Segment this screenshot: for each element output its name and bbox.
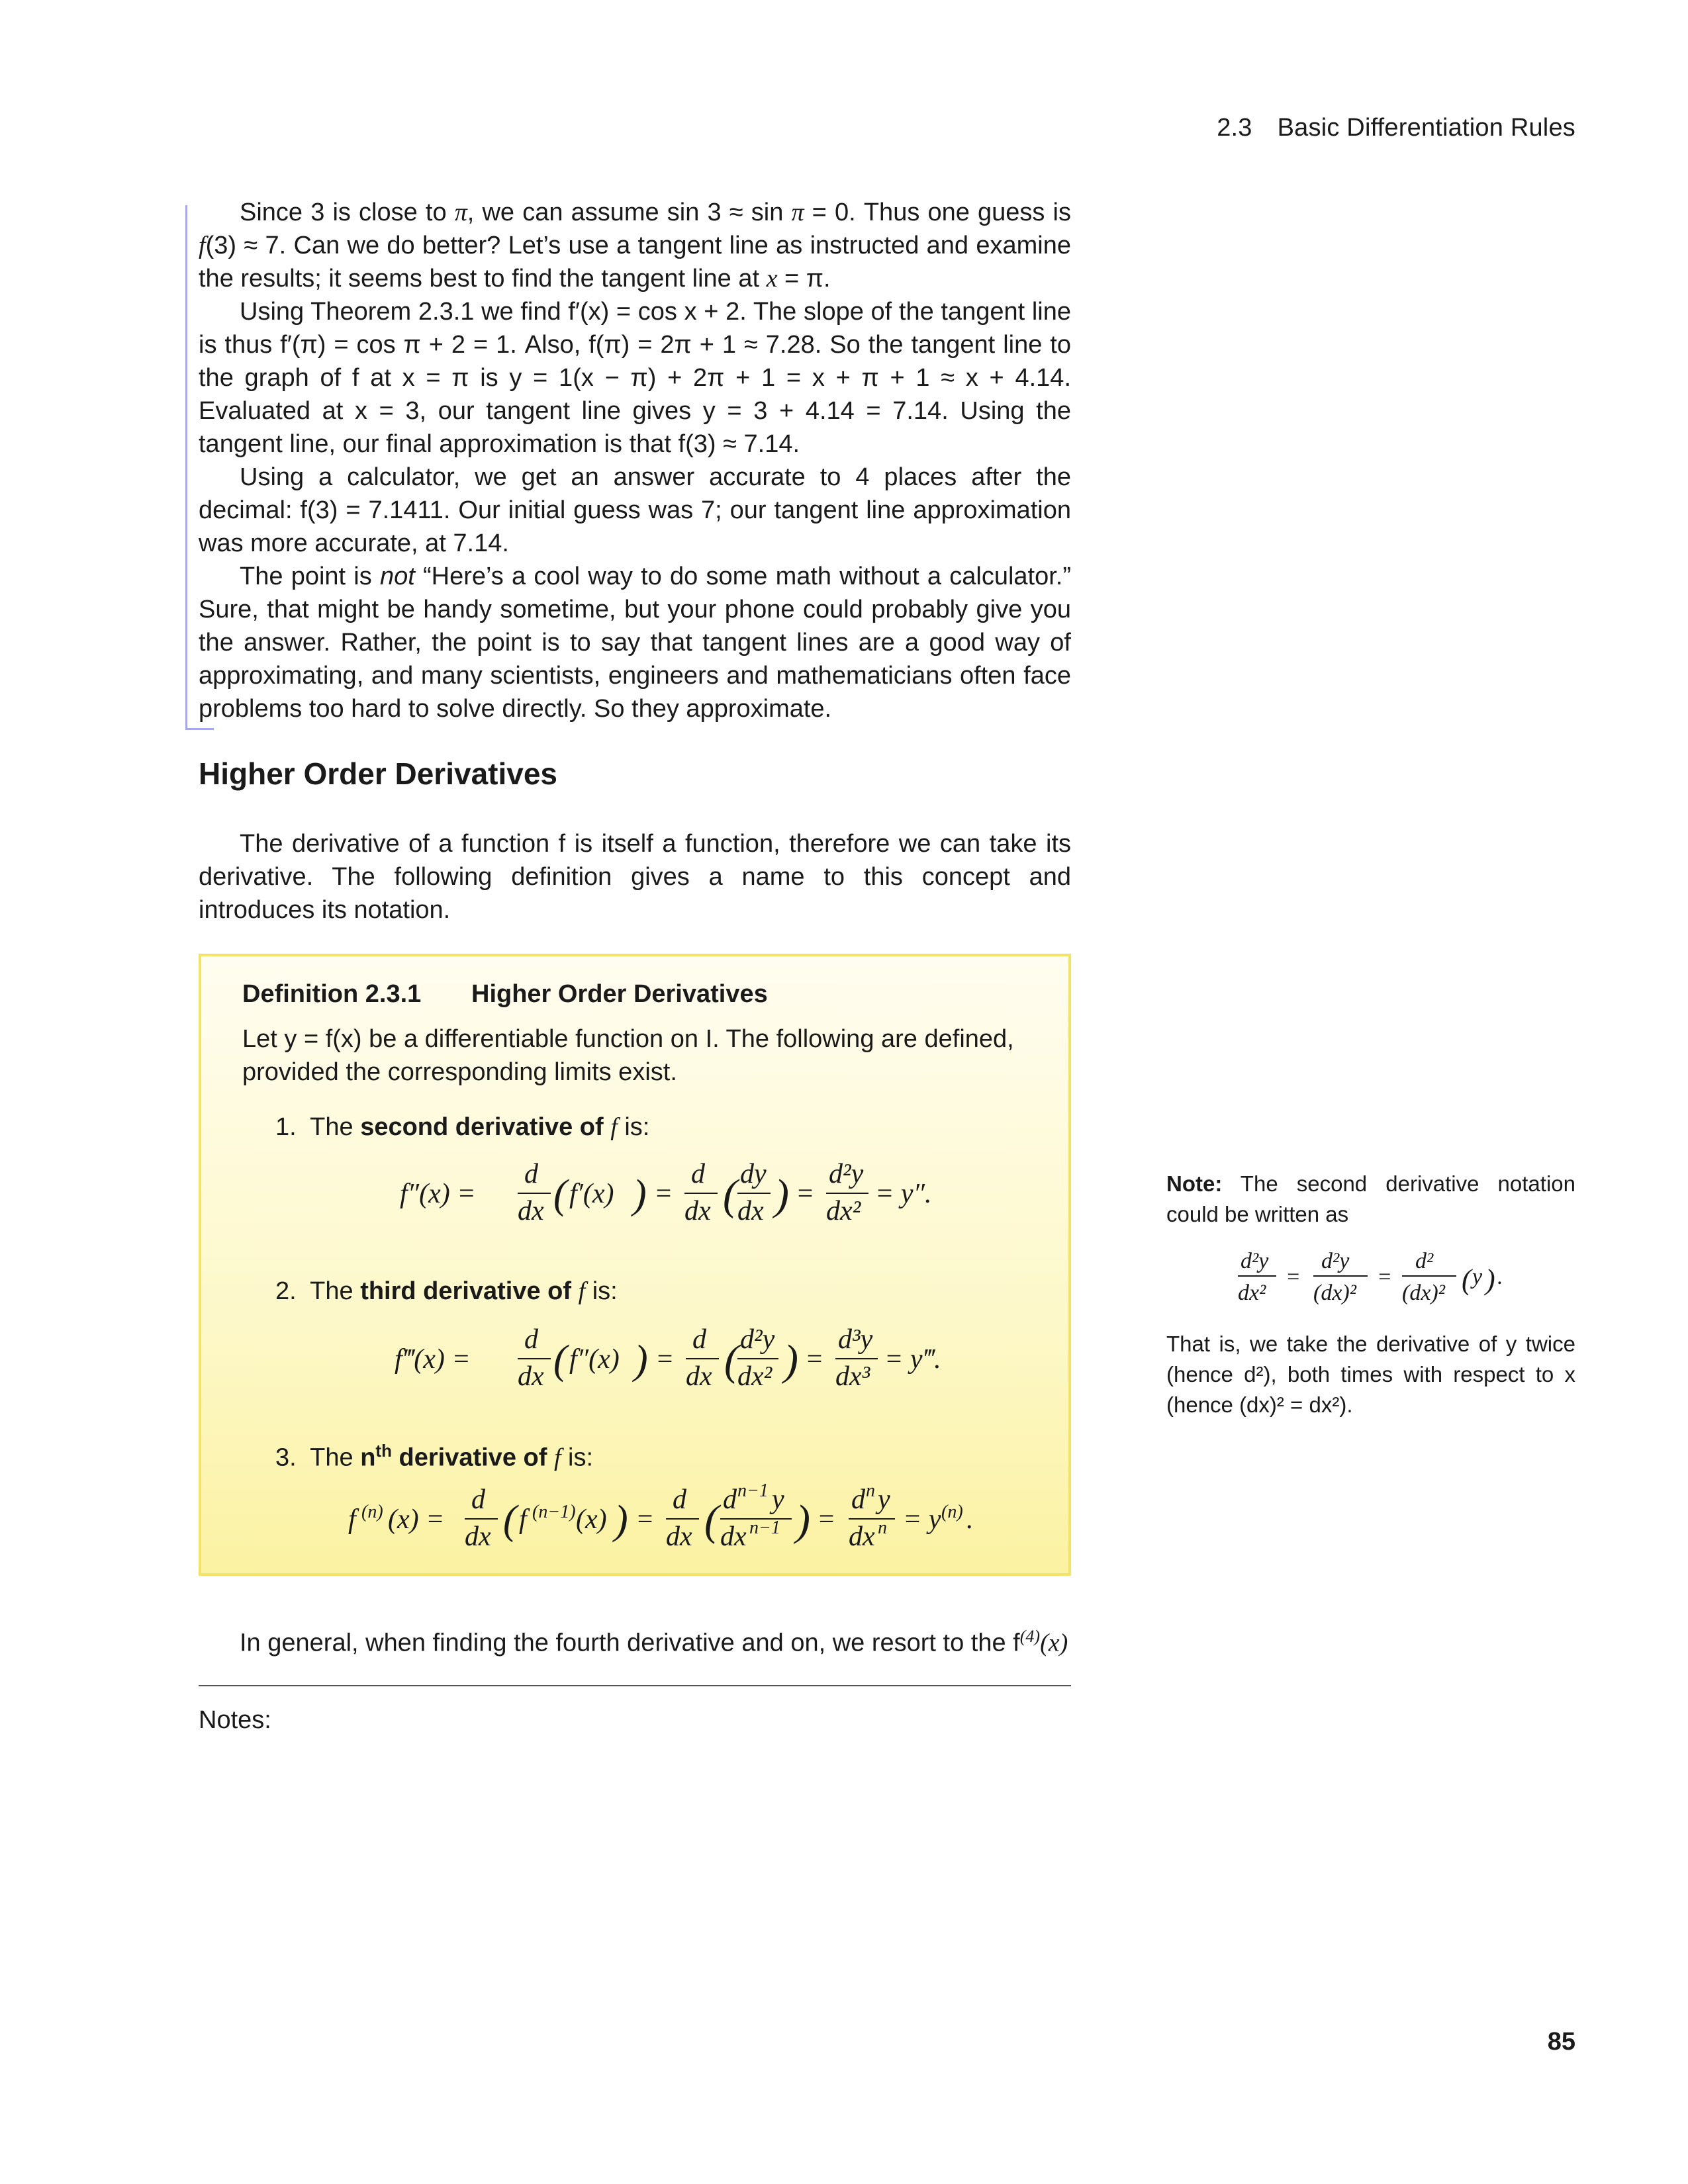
- svg-text:(: (: [553, 1172, 567, 1217]
- svg-text:=: =: [655, 1344, 675, 1375]
- svg-text:f: f: [348, 1504, 356, 1535]
- svg-text:(: (: [503, 1498, 517, 1543]
- svg-text:d: d: [691, 1159, 705, 1189]
- margin-note: [1166, 1169, 1575, 1420]
- definition-item-1: 1. The second derivative of f is:: [275, 1113, 650, 1141]
- after-definition-paragraph: In general, when finding the fourth derivative and on, we resort to the $f^{(4)}(x)$: [240, 1627, 1068, 1657]
- svg-text:= y″.: = y″.: [875, 1179, 932, 1209]
- svg-text:d²y: d²y: [1321, 1249, 1350, 1273]
- definition-box: [199, 954, 1071, 1576]
- svg-text:): ): [784, 1336, 798, 1385]
- svg-text:d: d: [692, 1324, 706, 1355]
- svg-text:n: n: [866, 1480, 875, 1501]
- svg-text:dx: dx: [666, 1522, 692, 1552]
- svg-text:d²y: d²y: [1241, 1249, 1269, 1273]
- definition-label: Definition 2.3.1: [242, 980, 422, 1008]
- svg-text:(x): (x): [576, 1504, 607, 1535]
- svg-text:d: d: [524, 1324, 538, 1355]
- svg-text:y: y: [878, 1484, 890, 1515]
- svg-text:(: (: [723, 1171, 737, 1219]
- running-head: [1217, 114, 1575, 142]
- margin-note-intro: Note: The second derivative notation could be written as: [1166, 1171, 1575, 1226]
- svg-text:(dx)²: (dx)²: [1402, 1281, 1445, 1305]
- svg-text:dx: dx: [465, 1522, 491, 1552]
- example-paragraph-3: Using a calculator, we get an answer accurate to 4 places after the decimal: f(3) = 7.1411. Our initial guess was 7; our tangent line approximation was more accurate, at 7.14.: [199, 463, 1071, 557]
- section-title: Basic Differentiation Rules: [1277, 114, 1575, 142]
- definition-title: Higher Order Derivatives: [471, 980, 768, 1008]
- svg-text:dx: dx: [849, 1522, 875, 1552]
- svg-text:n−1: n−1: [749, 1518, 780, 1538]
- page-number: 85: [1547, 2028, 1575, 2056]
- svg-text:d²y: d²y: [740, 1324, 775, 1355]
- example-paragraph-1: Since 3 is close to π, we can assume sin 3 ≈ sin π = 0. Thus one guess is f(3) ≈ 7. Can we do better? Let’s use a tangent line as instructed and examine the results; it seems best to find the tangent line at x = π.: [199, 199, 1071, 293]
- section-heading: Higher Order Derivatives: [199, 756, 558, 791]
- svg-text:dx: dx: [518, 1361, 544, 1392]
- definition-item-2: 2. The third derivative of f is:: [275, 1277, 618, 1305]
- svg-text:y: y: [772, 1484, 784, 1515]
- svg-text:dx³: dx³: [835, 1361, 870, 1392]
- svg-text:y: y: [1472, 1265, 1483, 1289]
- svg-text:dx: dx: [737, 1196, 764, 1226]
- svg-text:.: .: [966, 1504, 974, 1535]
- svg-text:): ): [774, 1171, 789, 1219]
- section-number: 2.3: [1217, 114, 1252, 142]
- svg-text:=: =: [654, 1179, 673, 1209]
- svg-text:f′(x): f′(x): [569, 1179, 614, 1209]
- svg-text:(dx)²: (dx)²: [1313, 1281, 1356, 1305]
- svg-text:d²: d²: [1415, 1249, 1434, 1273]
- svg-text:(: (: [704, 1496, 719, 1545]
- svg-text:=: =: [817, 1504, 836, 1535]
- svg-text:= y‴.: = y‴.: [884, 1344, 941, 1375]
- svg-text:d: d: [471, 1484, 485, 1515]
- svg-text:n−1: n−1: [737, 1480, 769, 1501]
- example-body: [199, 196, 1071, 725]
- svg-text:(: (: [724, 1336, 739, 1385]
- nth-derivative-equation: [348, 1480, 984, 1567]
- svg-text:f: f: [519, 1504, 527, 1535]
- notes-rule: [199, 1685, 1071, 1686]
- svg-text:=: =: [635, 1504, 655, 1535]
- svg-text:dx: dx: [720, 1522, 747, 1552]
- margin-note-explanation: That is, we take the derivative of y twice (hence d²), both times with respect to x (hence (dx)² = dx²).: [1166, 1332, 1575, 1417]
- example-paragraph-2: Using Theorem 2.3.1 we find f′(x) = cos x + 2. The slope of the tangent line is thus f′(π) = cos π + 2 = 1. Also, f(π) = 2π + 1 ≈ 7.28. So the tangent line to the graph of f at x = π is y = 1(x − π) + 2π + 1 = x + π + 1 ≈ x + 4.14. Evaluated at x = 3, our tangent line gives y = 3 + 4.14 = 7.14. Using the tangent line, our final approximation is that f(3) ≈ 7.14.: [199, 298, 1071, 458]
- svg-text:.: .: [1497, 1265, 1503, 1289]
- svg-text:d: d: [851, 1484, 865, 1515]
- svg-text:=: =: [1377, 1265, 1392, 1289]
- svg-text:d: d: [723, 1484, 737, 1515]
- svg-text:dy: dy: [740, 1159, 767, 1189]
- svg-text:d: d: [673, 1484, 686, 1515]
- svg-text:): ): [614, 1498, 628, 1543]
- svg-text:(: (: [553, 1338, 567, 1383]
- svg-text:d³y: d³y: [838, 1324, 873, 1355]
- svg-text:=: =: [796, 1179, 815, 1209]
- svg-text:dx: dx: [686, 1361, 712, 1392]
- svg-text:(n): (n): [941, 1502, 963, 1522]
- svg-text:): ): [633, 1172, 647, 1217]
- svg-text:f″(x): f″(x): [569, 1344, 620, 1375]
- section-intro: The derivative of a function f is itself a function, therefore we can take its derivative. The following definition gives a name to this concept and introduces its notation.: [199, 830, 1071, 924]
- definition-heading: [242, 980, 768, 1009]
- svg-text:dx²: dx²: [826, 1196, 861, 1226]
- svg-text:): ): [796, 1496, 810, 1545]
- second-derivative-equation: [400, 1155, 932, 1234]
- svg-text:f‴(x) =: f‴(x) =: [395, 1344, 471, 1375]
- example-paragraph-4: The point is not “Here’s a cool way to do some math without a calculator.” Sure, that might be handy sometime, but your phone could probably give you the answer. Rather, the point is to say that tangent lines are a good way of approximating, and many scientists, engineers and mathematicians often face problems too hard to solve directly. So they approximate.: [199, 563, 1071, 723]
- svg-text:= y: = y: [903, 1504, 941, 1535]
- svg-text:n: n: [878, 1518, 887, 1538]
- svg-text:=: =: [1286, 1265, 1301, 1289]
- svg-text:dx: dx: [684, 1196, 711, 1226]
- svg-text:dx: dx: [518, 1196, 544, 1226]
- definition-item-3: 3. The $n^{th}$ derivative of f is:: [275, 1441, 594, 1472]
- svg-text:(n−1): (n−1): [532, 1502, 576, 1522]
- svg-text:d: d: [524, 1159, 538, 1189]
- svg-text:=: =: [805, 1344, 824, 1375]
- svg-text:(n): (n): [361, 1502, 383, 1522]
- svg-text:dx²: dx²: [737, 1361, 773, 1392]
- notes-label: Notes:: [199, 1706, 271, 1734]
- svg-text:dx²: dx²: [1238, 1281, 1266, 1305]
- margin-note-equation: [1166, 1242, 1575, 1314]
- svg-text:): ): [1485, 1263, 1495, 1296]
- svg-text:): ): [634, 1338, 648, 1383]
- svg-text:(: (: [1462, 1263, 1472, 1296]
- definition-lead: Let y = f(x) be a differentiable function on I. The following are defined, provided the corresponding limits exist.: [242, 1025, 1014, 1086]
- svg-text:(x) =: (x) =: [388, 1504, 445, 1535]
- svg-text:f″(x) =: f″(x) =: [400, 1179, 476, 1209]
- third-derivative-equation: [395, 1320, 941, 1400]
- svg-text:d²y: d²y: [829, 1159, 864, 1189]
